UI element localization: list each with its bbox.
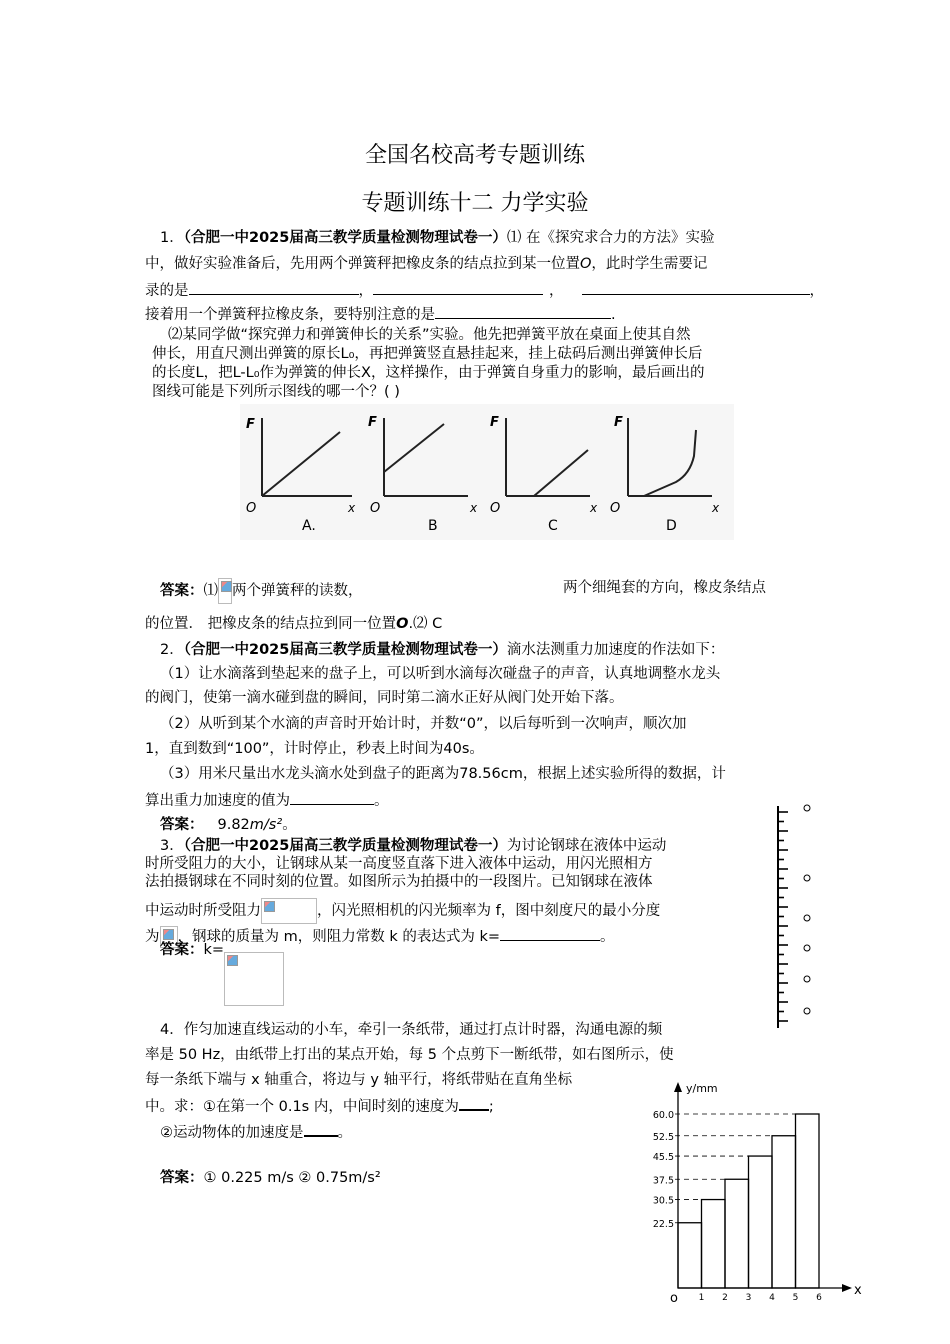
formula-image-icon: [261, 898, 317, 924]
q2-line-1: 2．（合肥一中2025届高三教学质量检测物理试卷一）滴水法测重力加速度的作法如下：: [160, 642, 725, 658]
q2-step2-b: 1，直到数到“100”，计时停止，秒表上时间为40s。: [145, 741, 484, 757]
graph-b-origin: O: [370, 501, 381, 516]
x-tick-label: 5: [792, 1293, 799, 1303]
tape-bar: [725, 1179, 749, 1288]
ball-position: [804, 875, 810, 881]
y-tick-label: 52.5: [652, 1131, 674, 1143]
answer-blank[interactable]: [435, 304, 611, 319]
x-tick-label: 1: [698, 1293, 705, 1303]
graph-a-x-label: x: [348, 501, 356, 515]
q3-line-4: 中运动时所受阻力 ，闪光照相机的闪光频率为 f，图中刻度尺的最小分度: [145, 898, 660, 924]
graph-d-origin: O: [610, 501, 621, 516]
graph-b-letter: B: [428, 518, 438, 534]
q1-line-3: 录的是 ， ， ，: [145, 280, 824, 301]
page-title: 全国名校高考专题训练: [364, 143, 585, 168]
graph-d-y-label: F: [614, 415, 623, 430]
chart-origin: o: [670, 1291, 678, 1306]
q1-number: 1．: [160, 230, 184, 246]
q4-line-1: 4．作匀加速直线运动的小车，牵引一条纸带，通过打点计时器，沟通电源的频: [160, 1022, 663, 1038]
ball-position: [804, 945, 810, 951]
q2-step2-a: （2）从听到某个水滴的声音时开始计时，并数“0”，以后每听到一次响声，顺次加: [160, 716, 687, 732]
ball-position: [804, 805, 810, 811]
q1-answer-line-2: 的位置． 把橡皮条的结点拉到同一位置O.⑵ C: [145, 616, 443, 632]
q2-step3-a: （3）用米尺量出水龙头滴水处到盘子的距离为78.56cm，根据上述实验所得的数据，计: [160, 766, 726, 782]
q3-line-1: 3．（合肥一中2025届高三教学质量检测物理试卷一）为讨论钢球在液体中运动: [160, 838, 667, 854]
tape-bar: [702, 1200, 726, 1288]
y-ticks: [653, 1110, 796, 1230]
x-tick-labels: [699, 1293, 823, 1303]
spring-graphs-figure: [240, 404, 734, 540]
y-tick-label: 22.5: [652, 1218, 674, 1230]
q1-text-1: ⑴ 在《探究求合力的方法》实验: [506, 230, 715, 246]
answer-blank[interactable]: [373, 280, 543, 295]
x-axis-arrow: [842, 1284, 852, 1292]
q3-answer: 答案：k=: [160, 952, 284, 1006]
x-tick-label: 3: [745, 1293, 752, 1303]
q2-step1-b: 的阀门，使第一滴水碰到盘的瞬间，同时第二滴水正好从阀门处开始下落。: [145, 690, 624, 706]
q1-line-1: [160, 228, 714, 248]
ball-positions: [804, 805, 810, 1014]
x-tick-label: 6: [816, 1293, 822, 1303]
answer-blank[interactable]: [500, 926, 600, 941]
q1-line-2: 中，做好实验准备后，先用两个弹簧秤把橡皮条的结点拉到某一位置O，此时学生需要记: [145, 256, 708, 272]
tape-bar: [772, 1136, 796, 1288]
q4-answer: 答案：① 0.225 m/s ② 0.75m/s²: [160, 1170, 381, 1186]
formula-image-icon: [224, 952, 284, 1006]
graph-a-origin: O: [246, 501, 257, 516]
q1-line-4: 接着用一个弹簧秤拉橡皮条，要特别注意的是 .: [145, 304, 616, 325]
graph-a-y-label: F: [246, 417, 255, 432]
y-axis-label: y/mm: [686, 1082, 718, 1095]
q1-part2-line-4: 图线可能是下列所示图线的哪一个？( ): [152, 384, 400, 400]
graph-d-x-label: x: [712, 501, 720, 515]
q1-part2-line-1: ⑵某同学做“探究弹力和弹簧伸长的关系”实验。他先把弹簧平放在桌面上使其自然: [168, 327, 691, 343]
y-tick-label: 60.0: [652, 1110, 674, 1121]
q1-answer-line-1: 答案：⑴ 两个弹簧秤的读数，: [160, 578, 363, 604]
graph-b-x-label: x: [470, 501, 478, 515]
graph-c-x-label: x: [590, 501, 598, 515]
answer-blank[interactable]: [189, 280, 359, 295]
x-tick-label: 4: [769, 1293, 775, 1303]
q3-line-2: 时所受阻力的大小，让钢球从某一高度竖直落下进入液体中运动，用闪光照相方: [145, 856, 653, 872]
graph-c-origin: O: [490, 501, 501, 516]
graph-b-y-label: F: [368, 415, 377, 430]
tape-bar: [796, 1114, 820, 1288]
q3-line-3: 法拍摄钢球在不同时刻的位置。如图所示为拍摄中的一段图片。已知钢球在液体: [145, 874, 653, 890]
page-subtitle: 专题训练十二 力学实验: [361, 191, 589, 216]
y-tick-label: 37.5: [652, 1175, 674, 1187]
bars: [678, 1114, 819, 1288]
q2-answer: 答案： 9.82m/s²。: [160, 817, 297, 833]
graph-c-letter: C: [548, 518, 558, 534]
answer-blank[interactable]: [304, 1121, 338, 1137]
x-axis-label: x: [854, 1283, 862, 1298]
answer-blank[interactable]: [290, 790, 374, 805]
q4-line-2: 率是 50 Hz，由纸带上打出的某点开始，每 5 个点剪下一断纸带，如右图所示，使: [145, 1047, 674, 1063]
q2-step1-a: （1）让水滴落到垫起来的盘子上，可以听到水滴每次碰盘子的声音，认真地调整水龙头: [160, 666, 721, 682]
y-tick-label: 30.5: [652, 1195, 674, 1207]
q4-line-3: 每一条纸下端与 x 轴重合，将边与 y 轴平行，将纸带贴在直角坐标: [145, 1072, 573, 1088]
ball-position: [804, 1008, 810, 1014]
ball-position: [804, 976, 810, 982]
q1-part2-line-3: 的长度L，把L-L₀作为弹簧的伸长X，这样操作，由于弹簧自身重力的影响，最后画出的: [152, 365, 705, 381]
tape-bar: [749, 1156, 773, 1288]
y-tick-label: 45.5: [652, 1152, 674, 1164]
formula-image-icon: [218, 578, 232, 604]
flash-photo-ruler-figure: [768, 798, 818, 1030]
answer-blank[interactable]: [459, 1095, 489, 1111]
x-tick-label: 2: [722, 1293, 728, 1303]
graph-c-y-label: F: [490, 415, 499, 430]
graph-d-letter: D: [666, 518, 677, 534]
graph-a-letter: A.: [302, 518, 316, 534]
q4-line-5: ②运动物体的加速度是 。: [160, 1121, 352, 1143]
q1-source: （合肥一中2025届高三教学质量检测物理试卷一）: [183, 230, 507, 246]
q3-line-5: 为 ，钢球的质量为 m，则阻力常数 k 的表达式为 k= 。: [145, 926, 615, 948]
q4-line-4: 中。求：①在第一个 0.1s 内，中间时刻的速度为 ;: [145, 1095, 494, 1117]
q1-part2-line-2: 伸长，用直尺测出弹簧的原长L₀，再把弹簧竖直悬挂起来，挂上砝码后测出弹簧伸长后: [152, 346, 703, 362]
q2-step3-b: 算出重力加速度的值为 。: [145, 790, 389, 811]
y-axis-arrow: [674, 1082, 682, 1092]
tape-bar-chart: [640, 1076, 870, 1306]
q1-answer-line-1b: 两个细绳套的方向，橡皮条结点: [563, 580, 766, 596]
ruler-ticks: [778, 812, 788, 1021]
ball-position: [804, 915, 810, 921]
tape-bar: [678, 1223, 702, 1288]
answer-blank[interactable]: [582, 280, 810, 295]
